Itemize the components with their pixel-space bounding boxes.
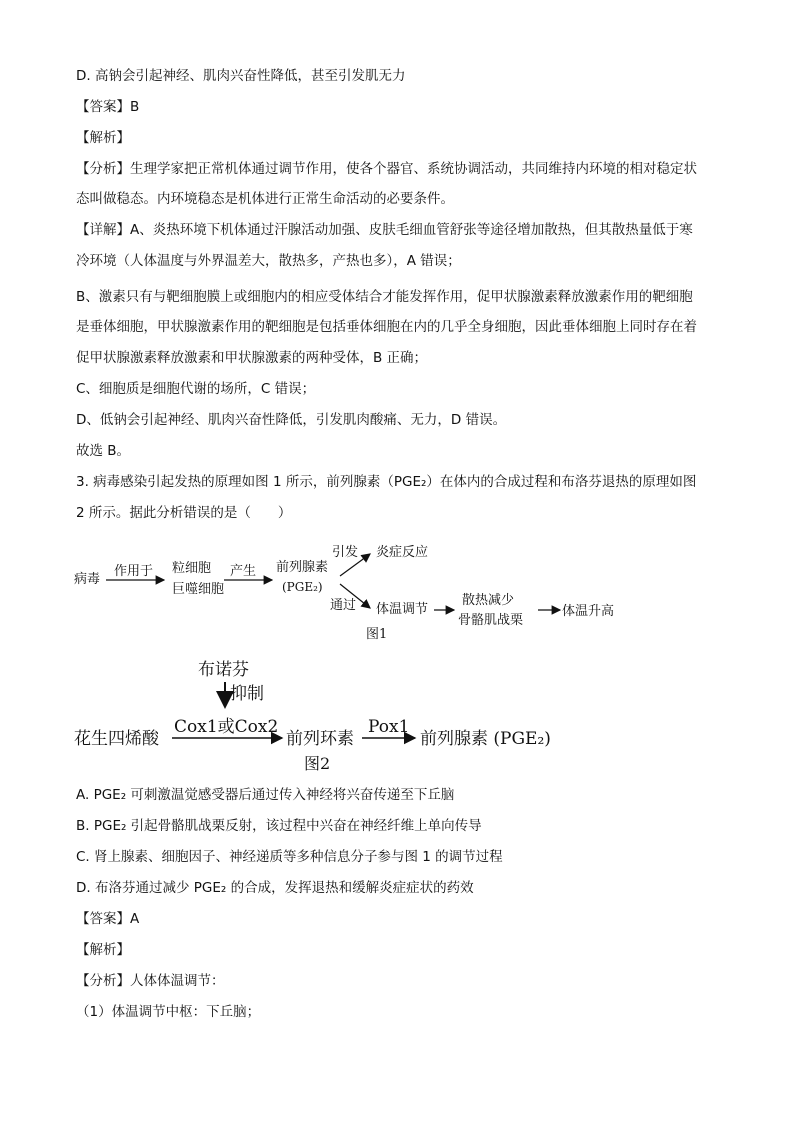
text-line: 【分析】人体体温调节：: [76, 973, 225, 989]
fig2-aa: 花生四烯酸: [74, 729, 159, 749]
text-line: 冷环境（人体温度与外界温差大，散热多，产热也多），A 错误；: [76, 253, 461, 269]
option-a: A. PGE₂ 可刺激温觉感受器后通过传入神经将兴奋传递至下丘脑: [76, 787, 455, 803]
fig2-ibuprofen: 布诺芬: [198, 660, 249, 680]
figure-1-diagram: [60, 538, 640, 650]
fig2-pox: Pox1: [368, 717, 410, 737]
answer-label: 【答案】A: [76, 911, 140, 927]
option-d: D. 布洛芬通过减少 PGE₂ 的合成，发挥退热和缓解炎症症状的药效: [76, 880, 474, 896]
fig1-heat-loss: 散热减少: [462, 593, 515, 608]
text-line: 【详解】A、炎热环境下机体通过汗腺活动加强、皮肤毛细血管舒张等途径增加散热，但其散热量低于寒: [76, 222, 693, 238]
fig2-cox: Cox1或Cox2: [174, 717, 279, 737]
text-line: D、低钠会引起神经、肌肉兴奋性降低，引发肌肉酸痛、无力，D 错误。: [76, 412, 507, 428]
text-line: D. 高钠会引起神经、肌肉兴奋性降低，甚至引发肌无力: [76, 68, 406, 84]
option-b: B. PGE₂ 引起骨骼肌战栗反射，该过程中兴奋在神经纤维上单向传导: [76, 818, 482, 834]
fig1-virus: 病毒: [74, 572, 101, 587]
fig1-produce: 产生: [230, 564, 257, 579]
text-line: C、细胞质是细胞代谢的场所，C 错误；: [76, 381, 316, 397]
fig1-thermo: 体温调节: [376, 602, 429, 617]
fig1-pge-abbr: (PGE₂): [282, 580, 323, 594]
text-line: 故选 B。: [76, 443, 131, 459]
text-line: 态叫做稳态。内环境稳态是机体进行正常生命活动的必要条件。: [76, 191, 454, 207]
fig1-cell2: 巨噬细胞: [172, 582, 225, 597]
fig1-shiver: 骨骼肌战栗: [458, 613, 524, 628]
fig2-inhibit: 抑制: [230, 684, 264, 704]
text-line: 【分析】生理学家把正常机体通过调节作用，使各个器官、系统协调活动，共同维持内环境的相对稳定状: [76, 161, 697, 177]
fig2-caption: 图2: [304, 754, 331, 773]
fig1-cell1: 粒细胞: [172, 561, 212, 576]
fig1-rise: 体温升高: [562, 604, 615, 619]
fig1-pge: 前列腺素: [276, 560, 329, 575]
fig1-via: 通过: [330, 598, 357, 613]
fig1-acts-on: 作用于: [114, 564, 154, 579]
figure-2-diagram: [60, 655, 580, 777]
text-line: 促甲状腺激素释放激素和甲状腺激素的两种受体，B 正确；: [76, 350, 428, 366]
fig2-pgh: 前列环素: [286, 729, 354, 749]
question-stem: 2 所示。据此分析错误的是（ ）: [76, 505, 292, 521]
text-line: B、激素只有与靶细胞膜上或细胞内的相应受体结合才能发挥作用，促甲状腺激素释放激素作用的靶细胞: [76, 289, 693, 305]
fig1-caption: 图1: [366, 627, 388, 642]
option-c: C. 肾上腺素、细胞因子、神经递质等多种信息分子参与图 1 的调节过程: [76, 849, 503, 865]
analysis-label: 【解析】: [76, 942, 130, 958]
analysis-label: 【解析】: [76, 130, 130, 146]
text-line: （1）体温调节中枢：下丘脑；: [76, 1004, 261, 1020]
fig1-trigger: 引发: [332, 545, 359, 560]
answer-label: 【答案】B: [76, 99, 140, 115]
text-line: 是垂体细胞，甲状腺激素作用的靶细胞是包括垂体细胞在内的几乎全身细胞，因此垂体细胞上同时存在着: [76, 319, 697, 335]
question-stem: 3. 病毒感染引起发热的原理如图 1 所示，前列腺素（PGE₂）在体内的合成过程和布洛芬退热的原理如图: [76, 474, 697, 490]
fig1-inflammation: 炎症反应: [376, 545, 429, 560]
fig2-pge: 前列腺素 (PGE₂): [420, 729, 551, 749]
